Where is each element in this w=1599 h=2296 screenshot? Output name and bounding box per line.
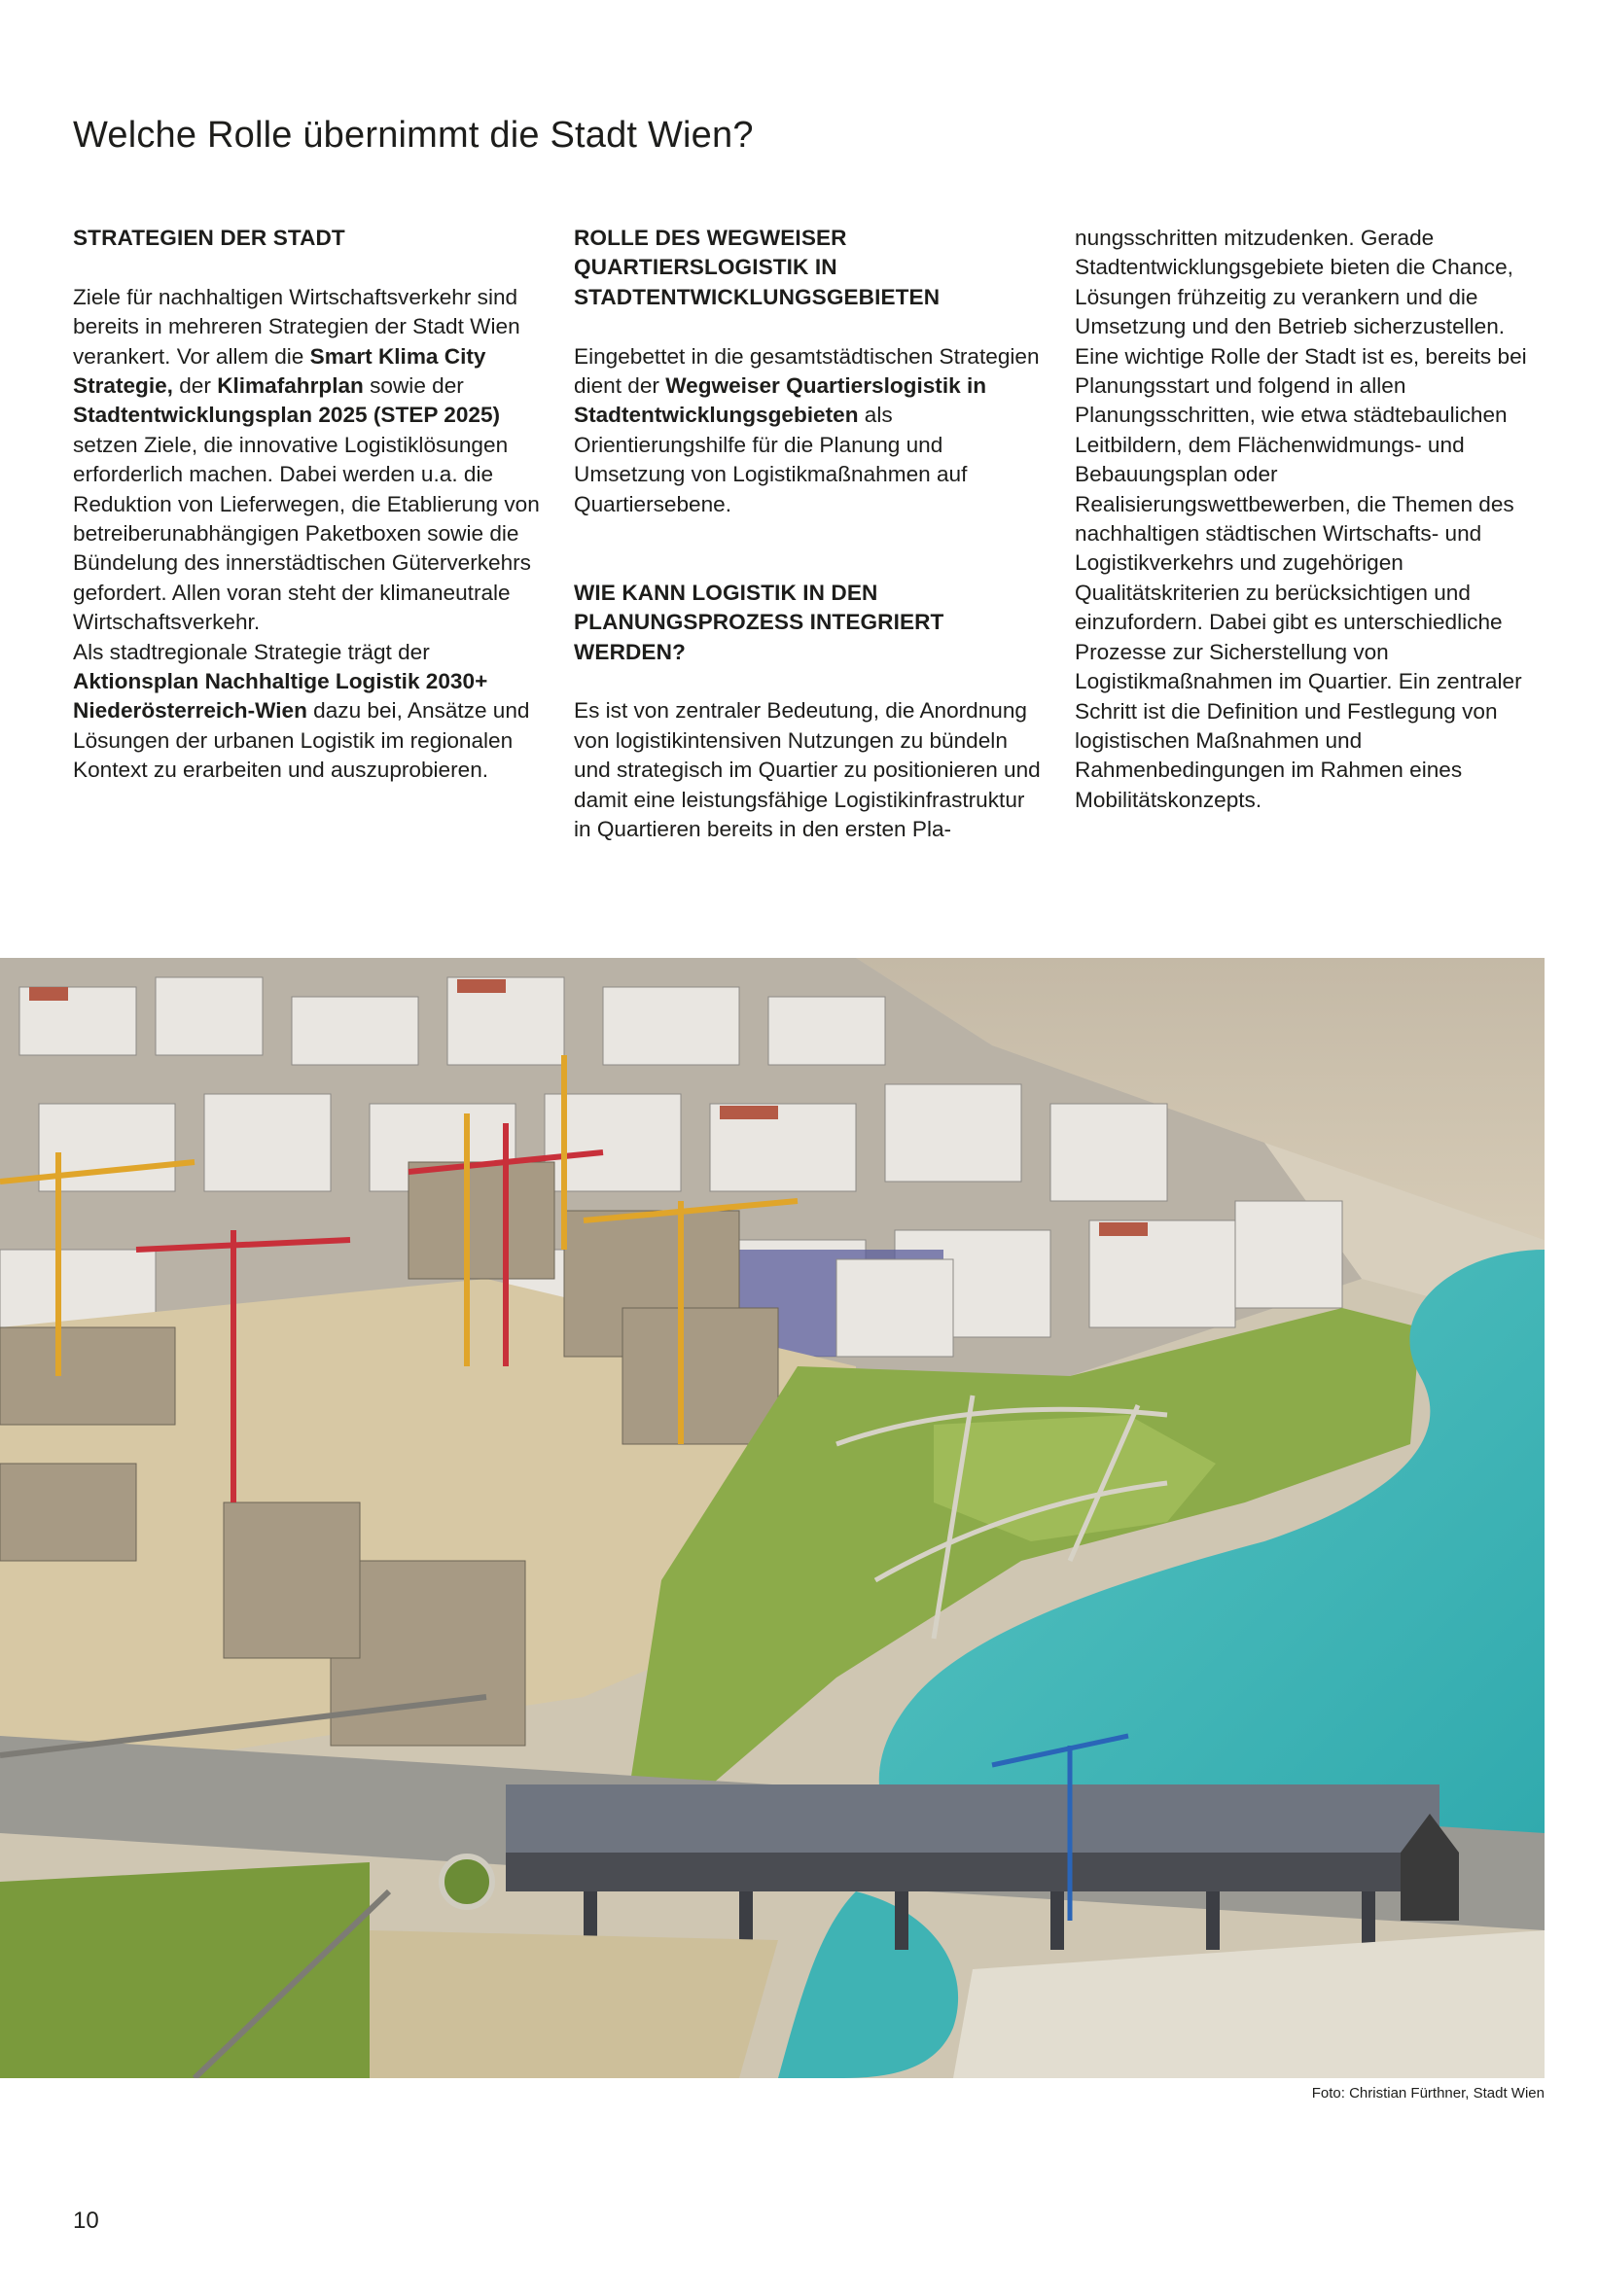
- heading-integration: WIE KANN LOGISTIK IN DEN PLANUNGSPROZESS INTEGRIERT WERDEN?: [574, 580, 944, 664]
- paragraph-strategies-2: Als stadtregionale Strategie trägt der Aktionsplan Nachhaltige Logistik 2030+ Niederösterreich-Wien dazu bei, Ansätze und Lösungen der urbanen Logistik im regionalen Kontext zu erarbeiten und auszuprobieren.: [73, 639, 530, 783]
- paragraph-integration: Es ist von zentraler Bedeutung, die Anordnung von logistikintensiven Nutzungen zu bündeln und strategisch im Quartier zu positionieren und damit eine leistungsfähige Logistikinfrastruktur in Quartieren bereits in den ersten Pla-: [574, 698, 1041, 842]
- heading-strategies: STRATEGIEN DER STADT: [73, 226, 345, 250]
- column-role: [574, 224, 1041, 844]
- paragraph-continuation-1: nungsschritten mitzudenken. Gerade Stadtentwicklungsgebiete bieten die Chance, Lösungen frühzeitig zu verankern und die Umsetzung und den Betrieb sicherzustellen.: [1075, 226, 1513, 339]
- photo-credit: Foto: Christian Fürthner, Stadt Wien: [1311, 2085, 1545, 2102]
- station-roof: [506, 1784, 1439, 1853]
- aerial-photo: [0, 958, 1545, 2078]
- page-number: 10: [73, 2208, 99, 2234]
- paragraph-continuation-2: Eine wichtige Rolle der Stadt ist es, bereits bei Planungsstart und folgend in allen Planungsschritten, wie etwa städtebaulichen Leitbildern, dem Flächenwidmungs- und Bebauungsplan oder Realisierungswettbewerben, die Themen des nachhaltigen städtischen Wirtschafts- und Logistikverkehrs und zugehörigen Qualitätskriterien zu berücksichtigen und einzufordern. Dabei gibt es unterschiedliche Prozesse zur Sicherstellung von Logistikmaßnahmen im Quartier. Ein zentraler Schritt ist die Definition und Festlegung von logistischen Maßnahmen und Rahmenbedingungen im Rahmen eines Mobilitätskonzepts.: [1075, 343, 1527, 812]
- page-title: Welche Rolle übernimmt die Stadt Wien?: [73, 115, 754, 156]
- aerial-photo-illustration: [0, 958, 1545, 2078]
- column-strategies: [73, 224, 540, 786]
- column-continuation: [1075, 224, 1542, 815]
- heading-role: ROLLE DES WEGWEISER QUARTIERSLOGISTIK IN STADTENTWICKLUNGSGEBIETEN: [574, 226, 941, 309]
- lower-field: [0, 1862, 370, 2078]
- paragraph-role: Eingebettet in die gesamtstädtischen Strategien dient der Wegweiser Quartierslogistik in Stadtentwicklungsgebieten als Orientierungshilfe für die Planung und Umsetzung von Logistikmaßnahmen auf Quartiersebene.: [574, 343, 1040, 516]
- paragraph-strategies-1: Ziele für nachhaltigen Wirtschaftsverkehr sind bereits in mehreren Strategien der Stadt Wien verankert. Vor allem die Smart Klima City Strategie, der Klimafahrplan sowie der Stadtentwicklungsplan 2025 (STEP 2025) setzen Ziele, die innovative Logistiklösungen erforderlich machen. Dabei werden u.a. die Reduktion von Lieferwegen, die Etablierung von betreiberunabhängigen Paketboxen sowie die Bündelung des innerstädtischen Güterverkehrs gefordert. Allen voran steht der klimaneutrale Wirtschaftsverkehr.: [73, 284, 540, 635]
